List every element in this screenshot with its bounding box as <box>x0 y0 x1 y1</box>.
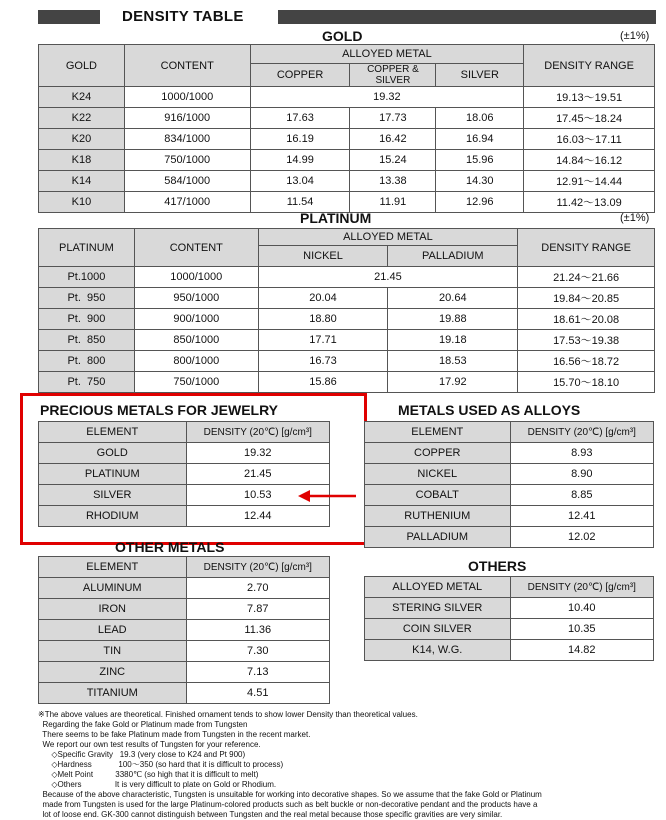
platinum-nickel: 20.04 <box>258 288 388 309</box>
other-metals-header-density: DENSITY (20℃) [g/cm³] <box>186 557 329 578</box>
precious-element: SILVER <box>39 485 187 506</box>
alloys-density: 12.02 <box>510 527 653 548</box>
alloys-row <box>365 443 654 464</box>
other-metals-density: 7.87 <box>186 599 329 620</box>
gold-grade: K14 <box>39 171 125 192</box>
alloys-row <box>365 527 654 548</box>
platinum-nickel: 16.73 <box>258 351 388 372</box>
other-metals-element: ALUMINUM <box>39 578 187 599</box>
platinum-header-platinum: PLATINUM <box>39 229 135 267</box>
note-line: ※The above values are theoretical. Finished ornament tends to show lower Density than theoretical values. <box>38 710 418 719</box>
platinum-content: 900/1000 <box>134 309 258 330</box>
platinum-content: 1000/1000 <box>134 267 258 288</box>
platinum-grade: Pt. 900 <box>39 309 135 330</box>
platinum-palladium: 17.92 <box>388 372 518 393</box>
other-metals-element: IRON <box>39 599 187 620</box>
platinum-range: 21.24～21.66 <box>518 267 655 288</box>
other-metals-table <box>38 556 330 704</box>
gold-range: 19.13～19.51 <box>524 87 655 108</box>
platinum-range: 18.61～20.08 <box>518 309 655 330</box>
gold-copper-silver: 15.24 <box>350 150 436 171</box>
precious-density: 19.32 <box>186 443 329 464</box>
precious-title: PRECIOUS METALS FOR JEWELRY <box>40 402 279 418</box>
gold-copper: 16.19 <box>250 129 350 150</box>
platinum-content: 850/1000 <box>134 330 258 351</box>
gold-content: 916/1000 <box>124 108 250 129</box>
platinum-row <box>39 351 655 372</box>
platinum-row <box>39 288 655 309</box>
gold-silver: 12.96 <box>436 192 524 213</box>
gold-range: 14.84～16.12 <box>524 150 655 171</box>
others-row <box>365 598 654 619</box>
platinum-header-nickel: NICKEL <box>258 246 388 267</box>
platinum-row <box>39 372 655 393</box>
gold-copper: 11.54 <box>250 192 350 213</box>
precious-density: 12.44 <box>186 506 329 527</box>
gold-content: 1000/1000 <box>124 87 250 108</box>
alloys-row <box>365 464 654 485</box>
precious-row <box>39 506 330 527</box>
gold-header-copper-silver: COPPER & SILVER <box>350 64 436 87</box>
gold-row <box>39 150 655 171</box>
precious-row <box>39 464 330 485</box>
gold-row <box>39 108 655 129</box>
others-table <box>364 576 654 661</box>
platinum-row <box>39 267 655 288</box>
gold-silver: 18.06 <box>436 108 524 129</box>
platinum-title: PLATINUM <box>300 210 372 226</box>
platinum-tolerance: (±1%) <box>620 212 650 224</box>
platinum-nickel: 17.71 <box>258 330 388 351</box>
precious-row <box>39 485 330 506</box>
precious-element: RHODIUM <box>39 506 187 527</box>
other-metals-density: 7.30 <box>186 641 329 662</box>
gold-grade: K22 <box>39 108 125 129</box>
header-bar-left <box>38 10 100 24</box>
gold-copper: 13.04 <box>250 171 350 192</box>
platinum-grade: Pt. 750 <box>39 372 135 393</box>
precious-row <box>39 443 330 464</box>
gold-header-copper: COPPER <box>250 64 350 87</box>
others-element: COIN SILVER <box>365 619 511 640</box>
alloys-table <box>364 421 654 548</box>
platinum-row <box>39 330 655 351</box>
platinum-row <box>39 309 655 330</box>
gold-header-range: DENSITY RANGE <box>524 45 655 87</box>
others-title: OTHERS <box>468 558 527 574</box>
platinum-palladium: 19.88 <box>388 309 518 330</box>
other-metals-row <box>39 599 330 620</box>
note-line: We report our own test results of Tungsten for your reference. <box>38 740 261 749</box>
other-metals-density: 4.51 <box>186 683 329 704</box>
gold-row <box>39 87 655 108</box>
platinum-merged-value: 21.45 <box>258 267 518 288</box>
precious-density: 10.53 <box>186 485 329 506</box>
alloys-row <box>365 506 654 527</box>
gold-title: GOLD <box>322 28 363 44</box>
other-metals-row <box>39 662 330 683</box>
note-line: ◇Hardness 100～350 (so hard that it is difficult to process) <box>38 760 284 769</box>
alloys-element: RUTHENIUM <box>365 506 511 527</box>
alloys-density: 12.41 <box>510 506 653 527</box>
gold-content: 834/1000 <box>124 129 250 150</box>
others-element: STERING SILVER <box>365 598 511 619</box>
gold-tolerance: (±1%) <box>620 30 650 42</box>
gold-content: 584/1000 <box>124 171 250 192</box>
other-metals-element: TITANIUM <box>39 683 187 704</box>
platinum-grade: Pt. 950 <box>39 288 135 309</box>
note-line: ◇Others It is very difficult to plate on Gold or Rhodium. <box>38 780 277 789</box>
precious-header-density: DENSITY (20℃) [g/cm³] <box>186 422 329 443</box>
platinum-header-alloyed: ALLOYED METAL <box>258 229 518 246</box>
others-density: 14.82 <box>510 640 654 661</box>
gold-range: 16.03～17.11 <box>524 129 655 150</box>
alloys-density: 8.85 <box>510 485 653 506</box>
others-density: 10.40 <box>510 598 654 619</box>
alloys-header-density: DENSITY (20℃) [g/cm³] <box>510 422 653 443</box>
others-row <box>365 640 654 661</box>
gold-copper: 17.63 <box>250 108 350 129</box>
other-metals-density: 7.13 <box>186 662 329 683</box>
page-title: DENSITY TABLE <box>122 8 244 25</box>
platinum-content: 950/1000 <box>134 288 258 309</box>
gold-grade: K18 <box>39 150 125 171</box>
note-line: lot of loose end. GK-300 cannot distinguish between Tungsten and the real metal because those specific gravities are very similar. <box>38 810 503 819</box>
gold-silver: 16.94 <box>436 129 524 150</box>
other-metals-header-element: ELEMENT <box>39 557 187 578</box>
gold-merged-value: 19.32 <box>250 87 524 108</box>
gold-content: 750/1000 <box>124 150 250 171</box>
platinum-range: 16.56～18.72 <box>518 351 655 372</box>
platinum-palladium: 19.18 <box>388 330 518 351</box>
gold-range: 12.91～14.44 <box>524 171 655 192</box>
gold-copper-silver: 16.42 <box>350 129 436 150</box>
highlight-arrow <box>296 488 360 504</box>
note-line: ◇Melt Point 3380℃ (so high that it is difficult to melt) <box>38 770 259 779</box>
gold-range: 11.42～13.09 <box>524 192 655 213</box>
gold-grade: K20 <box>39 129 125 150</box>
precious-density: 21.45 <box>186 464 329 485</box>
header-bar-right <box>278 10 656 24</box>
alloys-element: COPPER <box>365 443 511 464</box>
gold-content: 417/1000 <box>124 192 250 213</box>
precious-header-element: ELEMENT <box>39 422 187 443</box>
gold-range: 17.45～18.24 <box>524 108 655 129</box>
platinum-palladium: 18.53 <box>388 351 518 372</box>
gold-header-content: CONTENT <box>124 45 250 87</box>
other-metals-density: 2.70 <box>186 578 329 599</box>
platinum-header-range: DENSITY RANGE <box>518 229 655 267</box>
other-metals-element: TIN <box>39 641 187 662</box>
alloys-density: 8.93 <box>510 443 653 464</box>
other-metals-element: LEAD <box>39 620 187 641</box>
gold-copper-silver: 13.38 <box>350 171 436 192</box>
alloys-row <box>365 485 654 506</box>
platinum-header-content: CONTENT <box>134 229 258 267</box>
gold-grade: K24 <box>39 87 125 108</box>
gold-header-alloyed: ALLOYED METAL <box>250 45 524 64</box>
precious-element: GOLD <box>39 443 187 464</box>
others-header-density: DENSITY (20℃) [g/cm³] <box>510 577 654 598</box>
gold-silver: 15.96 <box>436 150 524 171</box>
gold-table <box>38 44 655 213</box>
precious-element: PLATINUM <box>39 464 187 485</box>
alloys-element: PALLADIUM <box>365 527 511 548</box>
alloys-density: 8.90 <box>510 464 653 485</box>
platinum-header-palladium: PALLADIUM <box>388 246 518 267</box>
other-metals-row <box>39 683 330 704</box>
note-line: ◇Specific Gravity 19.3 (very close to K24 and Pt 900) <box>38 750 246 759</box>
platinum-range: 19.84～20.85 <box>518 288 655 309</box>
gold-copper-silver: 11.91 <box>350 192 436 213</box>
alloys-title: METALS USED AS ALLOYS <box>398 402 581 418</box>
alloys-element: NICKEL <box>365 464 511 485</box>
other-metals-title: OTHER METALS <box>115 539 225 555</box>
other-metals-row <box>39 641 330 662</box>
other-metals-density: 11.36 <box>186 620 329 641</box>
platinum-range: 15.70～18.10 <box>518 372 655 393</box>
others-density: 10.35 <box>510 619 654 640</box>
note-line: made from Tungsten is used for the large Platinum-colored products such as belt buckle or non-decorative pendant and the products have a <box>38 800 538 809</box>
other-metals-row <box>39 578 330 599</box>
platinum-grade: Pt. 850 <box>39 330 135 351</box>
footnotes <box>38 710 658 820</box>
platinum-table <box>38 228 655 393</box>
platinum-nickel: 15.86 <box>258 372 388 393</box>
alloys-element: COBALT <box>365 485 511 506</box>
gold-row <box>39 171 655 192</box>
platinum-grade: Pt.1000 <box>39 267 135 288</box>
platinum-range: 17.53～19.38 <box>518 330 655 351</box>
others-element: K14, W.G. <box>365 640 511 661</box>
gold-silver: 14.30 <box>436 171 524 192</box>
alloys-header-element: ELEMENT <box>365 422 511 443</box>
gold-copper: 14.99 <box>250 150 350 171</box>
gold-header-gold: GOLD <box>39 45 125 87</box>
others-row <box>365 619 654 640</box>
other-metals-element: ZINC <box>39 662 187 683</box>
gold-grade: K10 <box>39 192 125 213</box>
gold-copper-silver: 17.73 <box>350 108 436 129</box>
gold-row <box>39 129 655 150</box>
platinum-content: 800/1000 <box>134 351 258 372</box>
note-line: Because of the above characteristic, Tungsten is unsuitable for working into decorative shapes. So we assume that the fake Gold or Platinum <box>38 790 542 799</box>
others-header-element: ALLOYED METAL <box>365 577 511 598</box>
other-metals-row <box>39 620 330 641</box>
platinum-grade: Pt. 800 <box>39 351 135 372</box>
note-line: Regarding the fake Gold or Platinum made from Tungsten <box>38 720 248 729</box>
precious-table <box>38 421 330 527</box>
note-line: There seems to be fake Platinum made from Tungsten in the recent market. <box>38 730 311 739</box>
platinum-nickel: 18.80 <box>258 309 388 330</box>
gold-header-silver: SILVER <box>436 64 524 87</box>
platinum-content: 750/1000 <box>134 372 258 393</box>
platinum-palladium: 20.64 <box>388 288 518 309</box>
